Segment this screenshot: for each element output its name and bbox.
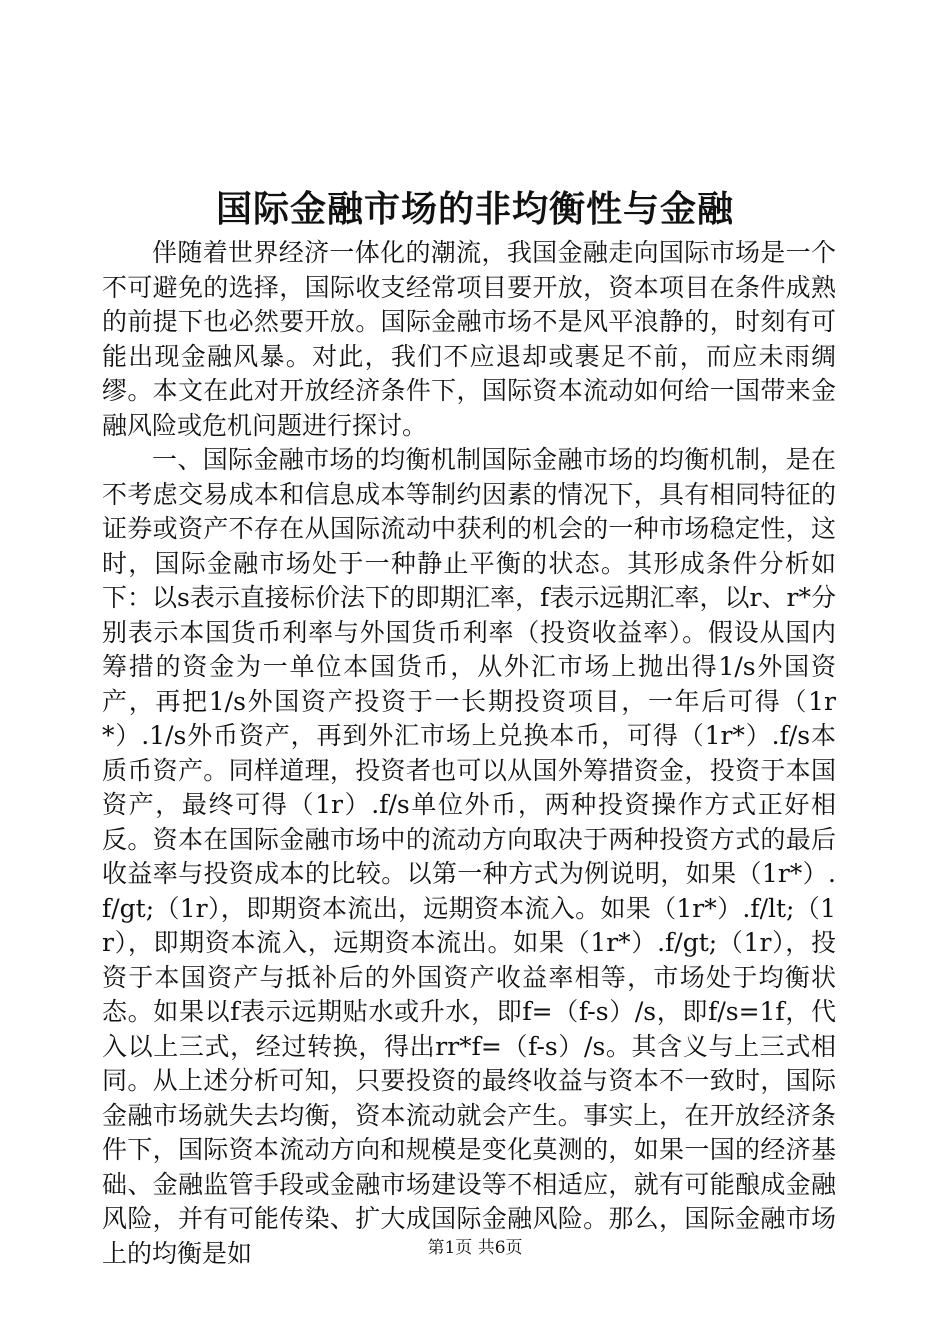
- paragraph-intro: 伴随着世界经济一体化的潮流，我国金融走向国际市场是一个不可避免的选择，国际收支经常项目要开放，资本项目在条件成熟的前提下也必然要开放。国际金融市场不是风平浪静的，时刻有可能出现金融风暴。对此，我们不应退却或裹足不前，而应未雨绸缪。本文在此对开放经济条件下，国际资本流动如何给一国带来金融风险或危机问题进行探讨。: [102, 238, 836, 440]
- paragraph-equilibrium-mechanism: 一、国际金融市场的均衡机制国际金融市场的均衡机制，是在不考虑交易成本和信息成本等制约因素的情况下，具有相同特征的证券或资产不存在从国际流动中获利的机会的一种市场稳定性，这时，国际金融市场处于一种静止平衡的状态。其形成条件分析如下：以s表示直接标价法下的即期汇率，f表示远期汇率，以r、r*分别表示本国货币利率与外国货币利率（投资收益率）。假设从国内筹措的资金为一单位本国货币，从外汇市场上抛出得1/s外国资产，再把1/s外国资产投资于一长期投资项目，一年后可得（1r*）.1/s外币资产，再到外汇市场上兑换本币，可得（1r*）.f/s本质币资产。同样道理，投资者也可以从国外筹措资金，投资于本国资产，最终可得（1r）.f/s单位外币，两种投资操作方式正好相反。资本在国际金融市场中的流动方向取决于两种投资方式的最后收益率与投资成本的比较。以第一种方式为例说明，如果（1r*）.f/gt;（1r），即期资本流出，远期资本流入。如果（1r*）.f/lt;（1r），即期资本流入，远期资本流出。如果（1r*）.f/gt;（1r），投资于本国资产与抵补后的外国资产收益率相等，市场处于均衡状态。如果以f表示远期贴水或升水，即f=（f-s）/s，即f/s=1f，代入以上三式，经过转换，得出rr*f=（f-s）/s。其含义与上三式相同。从上述分析可知，只要投资的最终收益与资本不一致时，国际金融市场就失去均衡，资本流动就会产生。事实上，在开放经济条件下，国际资本流动方向和规模是变化莫测的，如果一国的经济基础、金融监管手段或金融市场建设等不相适应，就有可能酿成金融风险，并有可能传染、扩大成国际金融风险。那么，国际金融市场上的均衡是如: [102, 445, 836, 1268]
- page-footer: 第1页 共6页: [427, 1238, 523, 1258]
- document-title: 国际金融市场的非均衡性与金融: [215, 188, 734, 230]
- document-body: [102, 236, 836, 1271]
